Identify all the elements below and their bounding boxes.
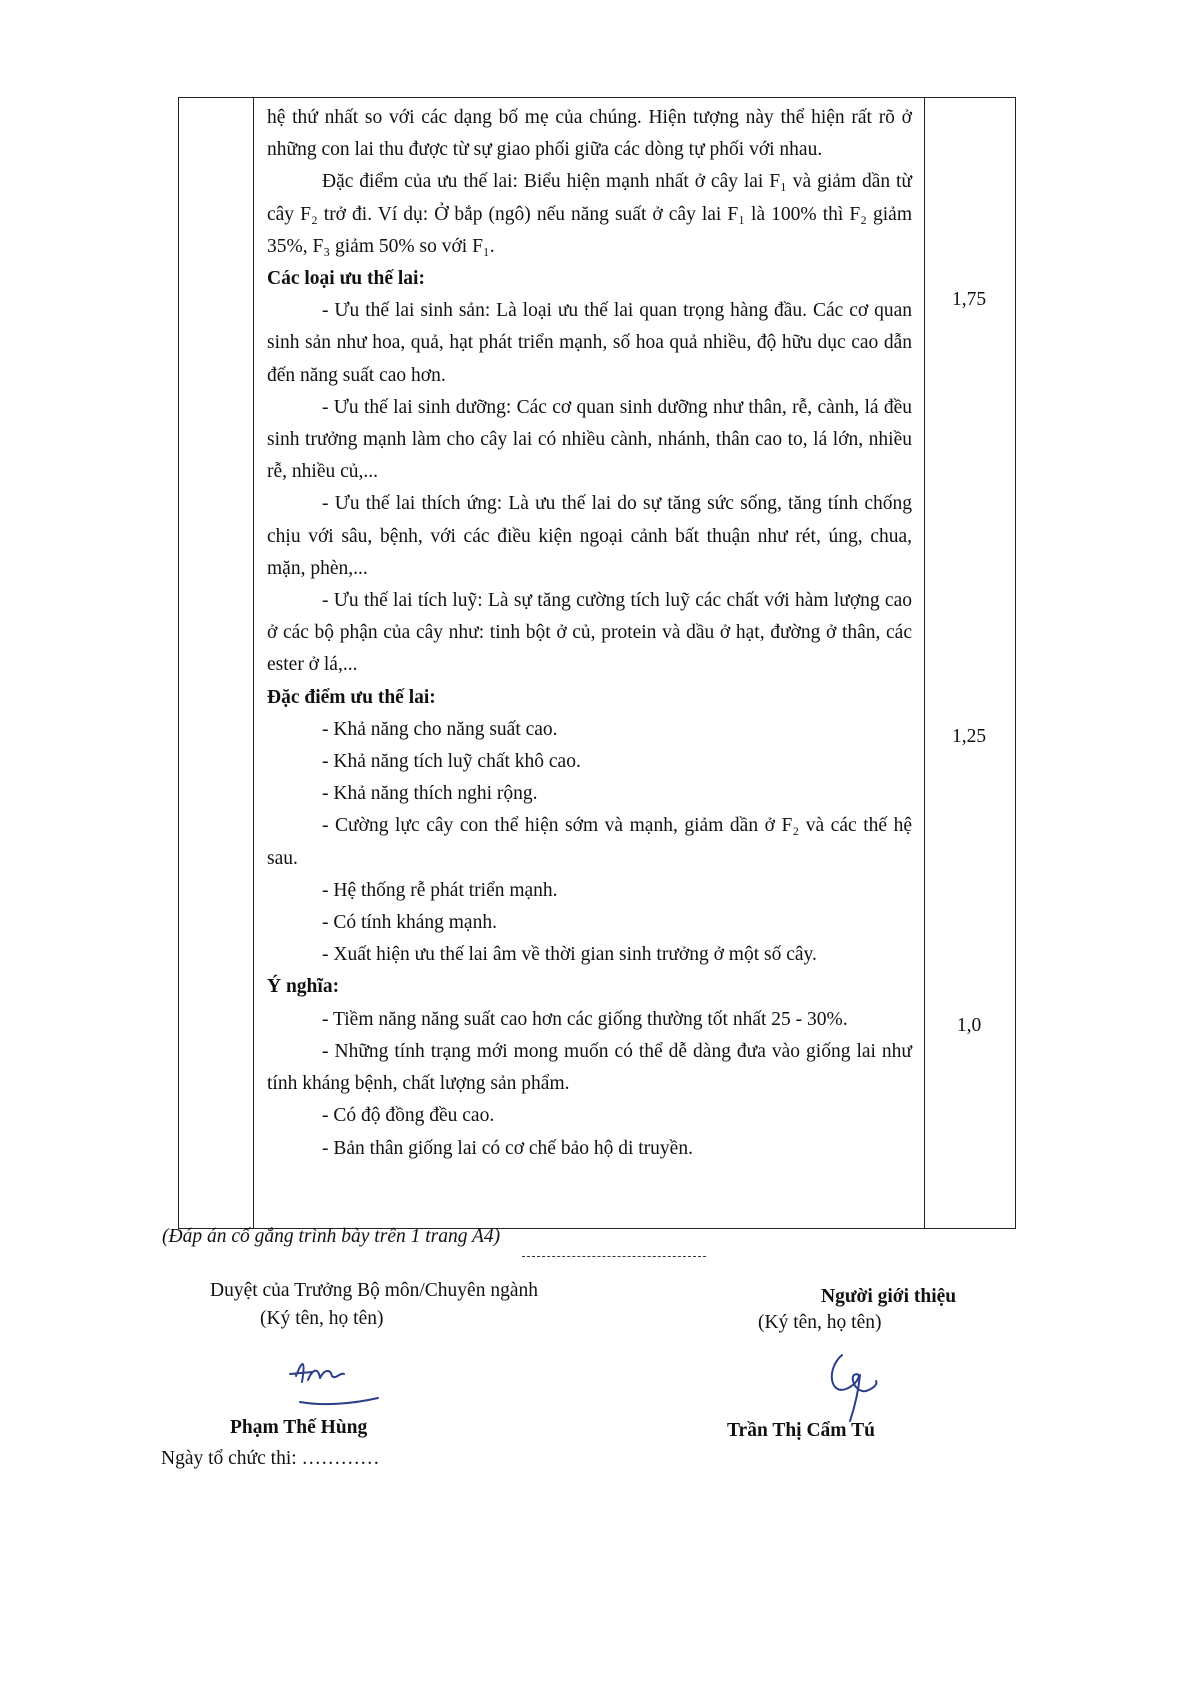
right-signer-title: Người giới thiệu	[821, 1286, 957, 1307]
list-item: - Hệ thống rễ phát triển mạnh.	[322, 879, 558, 901]
paragraph: - Ưu thế lai sinh sản: Là loại ưu thế lai quan trọng hàng đầu. Các cơ quan sinh sản như hoa, quả, hạt phát triển mạnh, số hoa quả nhiều, độ hữu dục cao dẫn đến năng suất cao hơn.	[267, 300, 912, 386]
list-item: - Khả năng tích luỹ chất khô cao.	[322, 751, 581, 773]
list-item: - Bản thân giống lai có cơ chế bảo hộ di truyền.	[322, 1137, 693, 1159]
right-signature-icon	[820, 1345, 900, 1425]
divider-dashed	[522, 1256, 706, 1257]
list-item: - Cường lực cây con thể hiện sớm và mạnh, giảm dần ở F₂ và các thế hệ sau.	[267, 815, 912, 869]
list-item: - Khả năng cho năng suất cao.	[322, 718, 558, 740]
left-signer-name: Phạm Thế Hùng	[230, 1417, 368, 1438]
score-cell: 1,75	[951, 289, 987, 310]
left-signature-icon	[282, 1352, 392, 1414]
paragraph: - Ưu thế lai tích luỹ: Là sự tăng cường tích luỹ các chất với hàm lượng cao ở các bộ phận của cây như: tinh bột ở củ, protein và dầu ở hạt, đường ở thân, các ester ở lá,...	[267, 590, 912, 676]
section-heading: Đặc điểm ưu thế lai:	[267, 686, 436, 708]
paragraph: - Ưu thế lai thích ứng: Là ưu thế lai do sự tăng sức sống, tăng tính chống chịu với sâu, bệnh, với các điều kiện ngoại cảnh bất thuận như rét, úng, chua, mặn, phèn,...	[267, 493, 912, 579]
format-note: (Đáp án cố gắng trình bày trên 1 trang A4)	[162, 1226, 501, 1247]
answer-content	[267, 102, 912, 1165]
list-item: - Có độ đồng đều cao.	[322, 1105, 495, 1127]
paragraph: - Ưu thế lai sinh dưỡng: Các cơ quan sinh dưỡng như thân, rễ, cành, lá đều sinh trưởng mạnh làm cho cây lai có nhiều cành, nhánh, thân cao to, lá lớn, nhiều rễ, nhiều củ,...	[267, 396, 912, 483]
list-item: - Những tính trạng mới mong muốn có thể dễ dàng đưa vào giống lai như tính kháng bệnh, chất lượng sản phẩm.	[267, 1040, 912, 1095]
paragraph: hệ thứ nhất so với các dạng bố mẹ của chúng. Hiện tượng này thể hiện rất rõ ở những con lai thu được từ sự giao phối giữa các dòng tự phối với nhau.	[267, 107, 912, 161]
answer-table	[178, 97, 1016, 1229]
score-cell: 1,25	[951, 726, 987, 747]
section-heading: Các loại ưu thế lai:	[267, 268, 425, 290]
list-item: - Xuất hiện ưu thế lai âm về thời gian sinh trưởng ở một số cây.	[322, 944, 817, 966]
left-signer-sub: (Ký tên, họ tên)	[260, 1308, 384, 1329]
column-divider-right	[924, 98, 925, 1228]
column-divider-left	[253, 98, 254, 1228]
list-item: - Tiềm năng năng suất cao hơn các giống thường tốt nhất 25 - 30%.	[322, 1008, 848, 1030]
left-signer-title: Duyệt của Trưởng Bộ môn/Chuyên ngành	[210, 1280, 538, 1301]
right-signer-name: Trần Thị Cẩm Tú	[727, 1420, 875, 1441]
section-heading: Ý nghĩa:	[267, 976, 340, 998]
paragraph: Đặc điểm của ưu thế lai: Biểu hiện mạnh nhất ở cây lai F₁ và giảm dần từ cây F₂ trở đi. Ví dụ: Ở bắp (ngô) nếu năng suất ở cây lai F₁ là 100% thì F₂ giảm 35%, F₃ giảm 50% so với F₁.	[267, 171, 912, 257]
list-item: - Có tính kháng mạnh.	[322, 912, 497, 934]
right-signer-sub: (Ký tên, họ tên)	[758, 1312, 882, 1333]
score-cell: 1,0	[956, 1015, 982, 1036]
list-item: - Khả năng thích nghi rộng.	[322, 783, 538, 805]
exam-date-line: Ngày tổ chức thi: …………	[161, 1448, 380, 1469]
